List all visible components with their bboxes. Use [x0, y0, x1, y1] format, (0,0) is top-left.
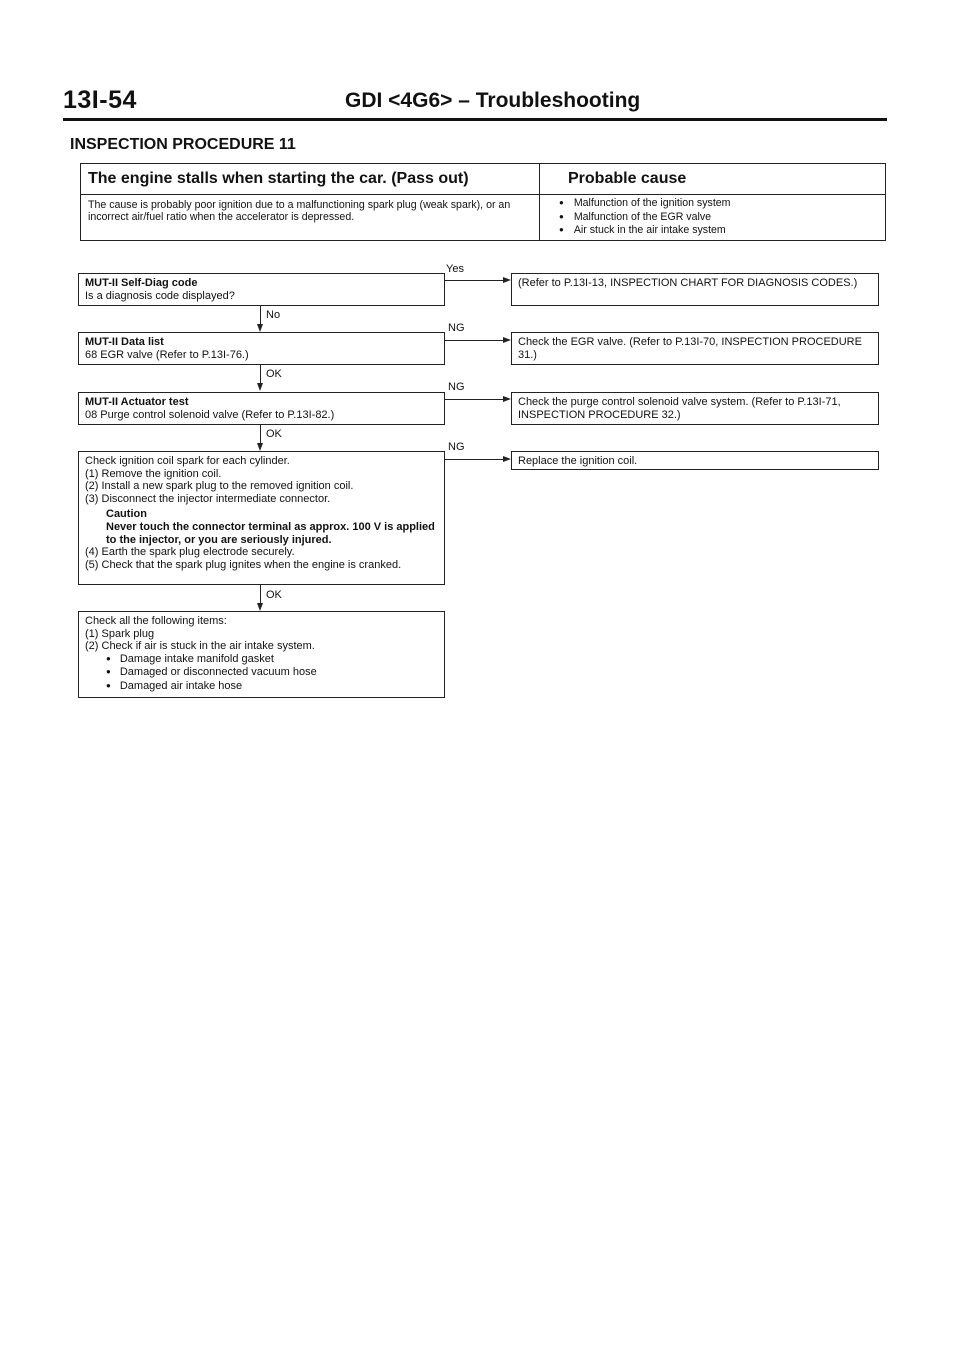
step4-line: (5) Check that the spark plug ignites when the engine is cranked.	[85, 558, 402, 571]
step2-title: MUT-II Data list	[85, 336, 164, 348]
step3-ok-connector	[260, 425, 261, 445]
step1-yes-result: (Refer to P.13I-13, INSPECTION CHART FOR DIAGNOSIS CODES.)	[518, 277, 858, 289]
step5-bullet: ● Damaged or disconnected vacuum hose	[85, 666, 438, 680]
probable-cause-item: ● Malfunction of the ignition system	[559, 197, 730, 211]
probable-cause-title: Probable cause	[568, 170, 687, 187]
step4-ng-result-box	[511, 451, 879, 470]
header-rule	[63, 118, 887, 121]
step4-ng-label: NG	[448, 441, 465, 453]
arrow-down-icon	[257, 383, 263, 391]
arrow-down-icon	[257, 443, 263, 451]
arrow-right-icon	[503, 337, 511, 343]
step2-ok-label: OK	[266, 368, 282, 380]
step4-line: (3) Disconnect the injector intermediate connector.	[85, 492, 331, 505]
step1-no-connector	[260, 306, 261, 326]
step1-no-label: No	[266, 309, 281, 321]
step3-title: MUT-II Actuator test	[85, 396, 189, 408]
step5-bullet: ● Damage intake manifold gasket	[85, 653, 438, 667]
probable-cause-item: ● Malfunction of the EGR valve	[559, 211, 730, 225]
step5-line: (2) Check if air is stuck in the air intake system.	[85, 640, 315, 653]
arrow-right-icon	[503, 277, 511, 283]
arrow-down-icon	[257, 603, 263, 611]
page-number: 13I-54	[63, 86, 137, 114]
probable-cause-item: ● Air stuck in the air intake system	[559, 224, 730, 238]
step5-line: (1) Spark plug	[85, 627, 155, 640]
step4-line: (4) Earth the spark plug electrode securely.	[85, 546, 295, 559]
step4-box	[78, 451, 445, 585]
step3-ng-result-box	[511, 392, 879, 425]
step3-ng-result: Check the purge control solenoid valve system. (Refer to P.13I-71, INSPECTION PROCEDURE 32.)	[518, 396, 841, 421]
symptom-table-divider	[539, 164, 540, 240]
step4-line: (1) Remove the ignition coil.	[85, 467, 222, 480]
page-title: GDI <4G6> – Troubleshooting	[345, 89, 641, 112]
step1-text: Is a diagnosis code displayed?	[85, 289, 235, 302]
step1-title: MUT-II Self-Diag code	[85, 277, 198, 289]
symptom-description: The cause is probably poor ignition due to a malfunctioning spark plug (weak spark), or an incorrect air/fuel ratio when the accelerator is depressed.	[88, 199, 511, 223]
step3-text: 08 Purge control solenoid valve (Refer to P.13I-82.)	[85, 408, 335, 421]
step4-ok-connector	[260, 585, 261, 605]
step2-ng-label: NG	[448, 322, 465, 334]
step2-text: 68 EGR valve (Refer to P.13I-76.)	[85, 348, 249, 361]
step2-ng-connector	[445, 340, 505, 341]
step2-ok-connector	[260, 365, 261, 385]
symptom-table	[80, 163, 886, 241]
step1-yes-connector	[445, 280, 505, 281]
step5-bullet: ● Damaged air intake hose	[85, 680, 438, 694]
arrow-down-icon	[257, 324, 263, 332]
step4-ng-result: Replace the ignition coil.	[518, 455, 638, 467]
probable-cause-list	[559, 197, 730, 238]
step4-line: Check ignition coil spark for each cylinder.	[85, 455, 290, 467]
step4-ng-connector	[445, 459, 505, 460]
step5-box	[78, 611, 445, 698]
step3-ng-label: NG	[448, 381, 465, 393]
step2-ng-result: Check the EGR valve. (Refer to P.13I-70, INSPECTION PROCEDURE 31.)	[518, 336, 862, 361]
step4-caution-title: Caution	[106, 508, 147, 521]
step4-ok-label: OK	[266, 589, 282, 601]
step1-box	[78, 273, 445, 306]
step1-yes-label: Yes	[446, 263, 464, 275]
step1-yes-result-box	[511, 273, 879, 306]
step5-line: Check all the following items:	[85, 615, 227, 627]
procedure-title: INSPECTION PROCEDURE 11	[70, 136, 296, 153]
step2-ng-result-box	[511, 332, 879, 365]
step4-line: (2) Install a new spark plug to the removed ignition coil.	[85, 480, 354, 493]
step2-box	[78, 332, 445, 365]
step3-box	[78, 392, 445, 425]
step3-ng-connector	[445, 399, 505, 400]
step3-ok-label: OK	[266, 428, 282, 440]
arrow-right-icon	[503, 456, 511, 462]
step4-caution-text: Never touch the connector terminal as approx. 100 V is applied to the injector, or you are seriously injured.	[106, 520, 435, 546]
symptom-title: The engine stalls when starting the car. (Pass out)	[88, 170, 469, 187]
arrow-right-icon	[503, 396, 511, 402]
